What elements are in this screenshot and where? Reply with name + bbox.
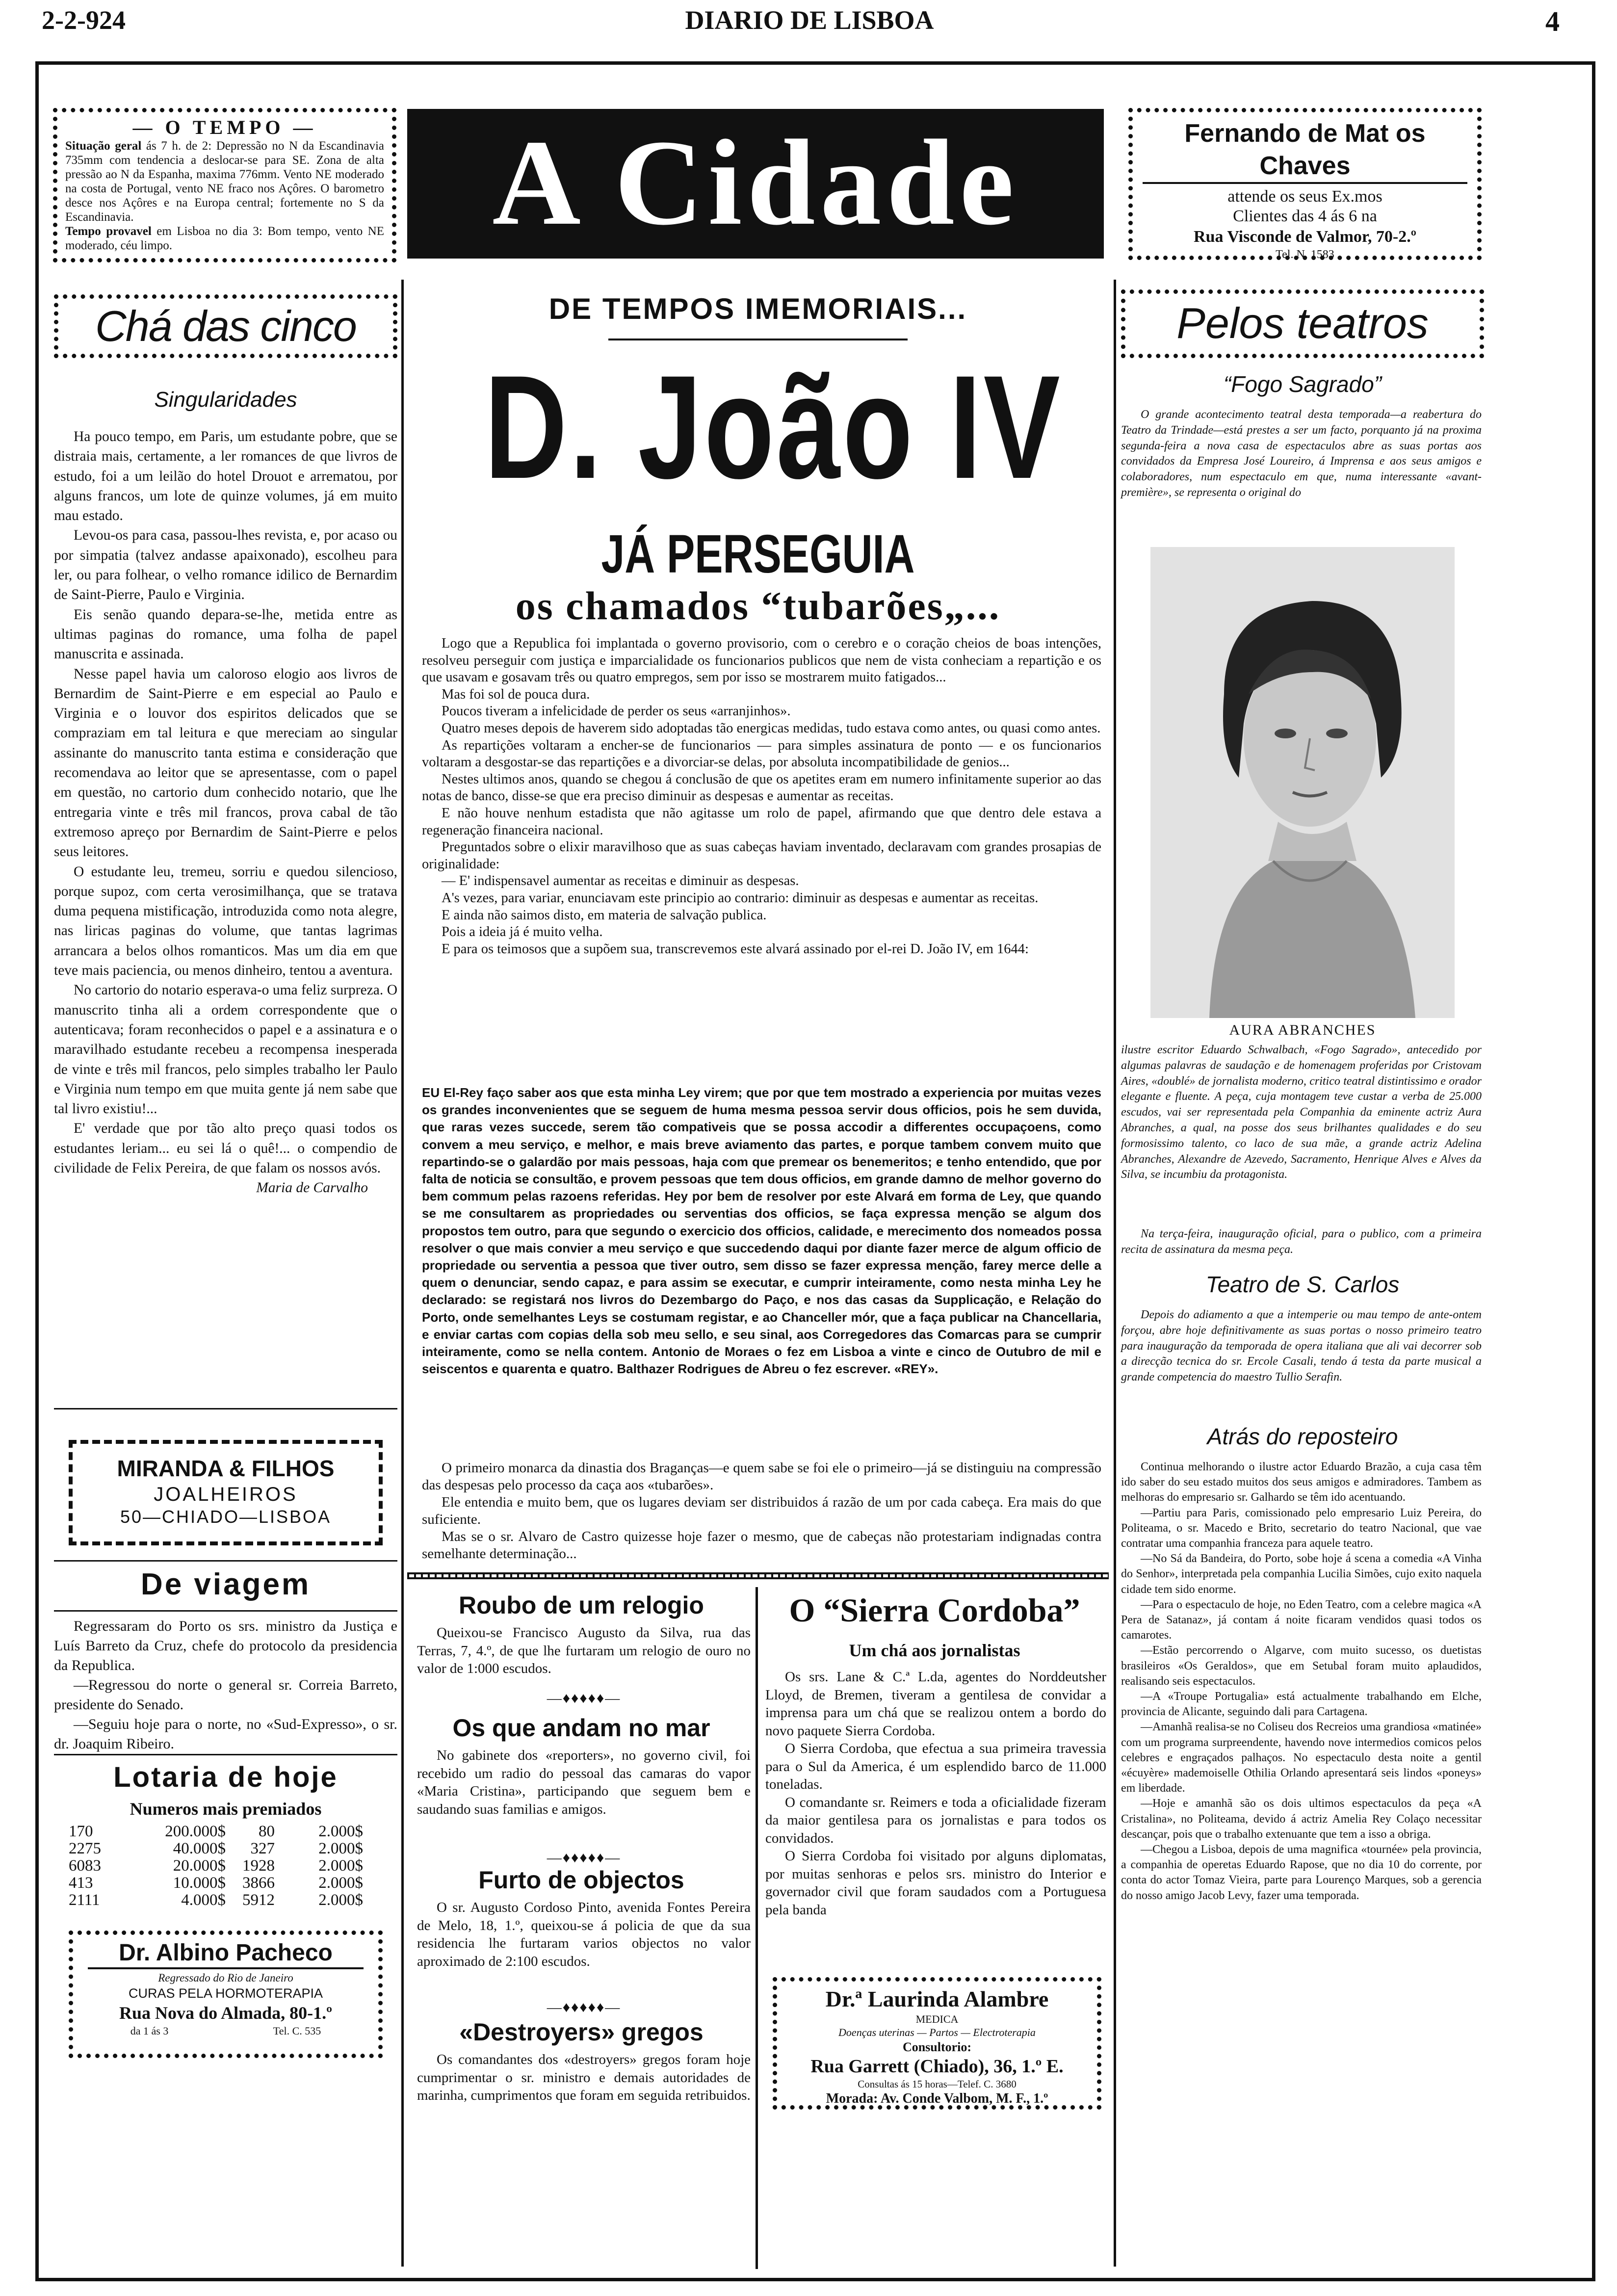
issue-date: 2-2-924: [42, 5, 126, 35]
teatros-header: Pelos teatros: [1176, 299, 1429, 347]
main-paragraph: Logo que a Republica foi implantada o governo provisorio, com o cerebro e o coração cheios de boas intenções, resolveu perseguir com justiça e imparcialidade os funcionarios publicos que nem de vista conheciam a repartição e os que usavam e gosavam três ou quatro empregos, sem por isso se mostrarem muito fatigados...: [422, 636, 1101, 685]
divider: [54, 1754, 397, 1755]
lotaria-number: 170: [69, 1823, 93, 1840]
laurinda-ad: [773, 1977, 1101, 2110]
main-headline-box: [407, 343, 1109, 510]
main-paragraph: As repartições voltaram a encher-se de funcionarios — para simples assinatura de ponto — e os funcionarios voltaram a desgostar-se das repartições e a divorciar-se delas, por absoluta incompatibilidade de genios...: [422, 737, 1101, 770]
mar-text: No gabinete dos «reporters», no governo civil, foi recebido um radio do pessoal das camaras do vapor «Maria Cristina», participando que seguem bem e saudando suas familias e amigos.: [417, 1748, 751, 1817]
albino-ad-footer: [78, 2024, 373, 2038]
lotaria-prize: 200.000$: [165, 1823, 226, 1840]
lotaria-number: 327: [250, 1840, 275, 1857]
doctor-ad-line2: Clientes das 4 ás 6 na: [1233, 207, 1377, 225]
cha-paragraph: No cartorio do notario esperava-o uma feliz surpreza. O manuscrito tinha ali a ordem correspondente que o autenticava; foram reconhecidos o papel e a assinatura e o maravilhado estudante recebeu a recompensa inesperada de vinte e três mil francos, pelo simples trabalho ler Paulo e Virginia num tempo em que muita gente já nem sabe que tal livro existiu!...: [54, 982, 397, 1117]
closing-paragraph: O primeiro monarca da dinastia dos Braganças—e quem sabe se foi ele o primeiro—já se distinguiu na compressão das despesas pelo processo da caça aos «tubarões».: [422, 1460, 1101, 1493]
main-paragraph: Poucos tiveram a infelicidade de perder os seus «arranjinhos».: [442, 704, 791, 719]
divider: [54, 1408, 397, 1409]
lotaria-number: 6083: [69, 1857, 101, 1875]
albino-ad-address: Rua Nova do Almada, 80-1.º: [119, 2003, 332, 2023]
albino-ad-line1: Regressado do Rio de Janeiro: [158, 1972, 293, 1984]
weather-situation-text: ás 7 h. de 2: Depressão no N da Escandinavia 735mm com tendencia a deslocar-se para SE. Zona de alta pressão ao N da Espanha, maxima 776mm. Vento NE moderado na costa de Portugal, vento NE fraco nos Açôres. O barometro desce nos Açôres e na Europa central; fortemente no S da Escandinavia.: [65, 139, 384, 224]
lotaria-row: [69, 1892, 397, 1909]
reposteiro-paragraph: —Para o espectaculo de hoje, no Eden Teatro, com a celebre magica «A Pera de Satanaz», já contam á noite ficaram vendidos quasi todos os camarotes.: [1121, 1598, 1482, 1642]
reposteiro-paragraph: —Partiu para Paris, comissionado pelo empresario Luiz Pereira, do Politeama, o sr. Macedo e Brito, secretario do teatro Nacional, que vae contratar uma companhia franceza para aquele teatro.: [1121, 1506, 1482, 1550]
lotaria-number: 80: [259, 1823, 275, 1840]
destroyers-title: «Destroyers» gregos: [459, 2018, 704, 2046]
doctor-ad: [1128, 108, 1482, 260]
page-number: 4: [1545, 5, 1560, 37]
laurinda-ad-address: Rua Garrett (Chiado), 36, 1.º E.: [810, 2056, 1064, 2077]
roubo-text: Queixou-se Francisco Augusto da Silva, rua das Terras, 7, 4.º, de que lhe furtaram um relogio de ouro no valor de 1:000 escudos.: [417, 1625, 751, 1676]
doctor-ad-line1: attende os seus Ex.mos: [1227, 187, 1382, 206]
weather-forecast: [65, 224, 384, 253]
lotaria-prize: 2.000$: [318, 1823, 363, 1840]
reposteiro-paragraph: —Hoje e amanhã são os dois ultimos espectaculos da peça «A Cristalina», no Politeama, devido á actriz Amelia Rey Colaço necessitar descançar, pois que o trabalho extenuante que tem a isso a obriga.: [1121, 1797, 1482, 1841]
viagem-paragraph: —Seguiu hoje para o norte, no «Sud-Expresso», o sr. dr. Joaquim Ribeiro.: [54, 1716, 397, 1752]
lotaria-prize: 20.000$: [173, 1857, 226, 1875]
main-paragraph: A's vezes, para variar, enunciavam este principio ao contrario: diminuir as despesas e aumentar as receitas.: [442, 890, 1039, 906]
lotaria-number: 2275: [69, 1840, 101, 1857]
reposteiro-paragraph: Continua melhorando o ilustre actor Eduardo Brazão, a cuja casa têm ido saber do seu estado muitos dos seus amigos e admiradores. Tambem as melhoras do empresario sr. Galhardo se têm ido acentuando.: [1121, 1461, 1482, 1504]
actress-portrait-image: [1150, 547, 1455, 1018]
separator: —♦♦♦♦♦—: [547, 1850, 621, 1866]
cha-paragraph: Ha pouco tempo, em Paris, um estudante pobre, que se distraia mais, certamente, a ler romances de que livros de estudo, foi a um leilão do hotel Drouot e arrematou, por alguns francos, um lote de quinze volumes, já em muito mau estado.: [54, 429, 397, 524]
laurinda-ad-hours: Consultas ás 15 horas—Telef. C. 3680: [858, 2078, 1017, 2090]
main-bottom-rule: [407, 1572, 1109, 1579]
cha-paragraph: Nesse papel havia um caloroso elogio aos livros de Bernardim de Saint-Pierre e em especial ao Paulo e Virginia e o louvor dos espiritos delicados que se compraziam em tal leitura e que mereciam ao singular assinante do manuscrito tanta estima e consideração que recomendava ao leitor que se apresentasse, com o papel em questão, no cartorio dum conhecido notario, que lhe entregaria vinte e três mil francos, prova cabal de tão extremoso apreço por Bernardim de Saint-Pierre e pelos seus leitores.: [54, 666, 397, 860]
miranda-ad-name: MIRANDA & FILHOS: [117, 1456, 335, 1481]
lotaria-table: [69, 1823, 397, 1909]
main-paragraph: Nestes ultimos anos, quando se chegou á conclusão de que os apetites eram em numero infinitamente superior ao das notas de banco, disse-se que era preciso diminuir as despesas e aumentar as receitas.: [422, 771, 1101, 804]
sierra-body: [765, 1668, 1106, 1919]
albino-ad: [69, 1931, 383, 2058]
doctor-ad-address: Rua Visconde de Valmor, 70-2.º: [1194, 228, 1416, 246]
closing-paragraph: Ele entendia e muito bem, que os lugares deviam ser distribuidos á razão de um por cada cabeça. Era mais do que suficiente.: [422, 1494, 1101, 1527]
cha-body: [54, 427, 397, 1198]
lotaria-prize: 2.000$: [318, 1840, 363, 1857]
reposteiro-title: Atrás do reposteiro: [1207, 1424, 1398, 1449]
main-paragraph: E não houve nenhum estadista que não agitasse um rolo de papel, afirmando que que dentro dele estava a regeneração financeira nacional.: [422, 805, 1101, 838]
lotaria-subtitle: Numeros mais premiados: [130, 1799, 322, 1819]
main-subhead: JÁ PERSEGUIA: [601, 524, 915, 584]
main-subhead2: os chamados “tubarões„...: [515, 583, 1001, 628]
lotaria-prize: 10.000$: [173, 1874, 226, 1892]
weather-situation: [65, 139, 384, 224]
main-paragraph: Quatro meses depois de haverem sido adoptadas tão energicas medidas, tudo estava como antes, ou quasi como antes.: [442, 720, 1101, 736]
weather-forecast-label: Tempo provavel: [65, 225, 152, 238]
separator: —♦♦♦♦♦—: [547, 1999, 621, 2015]
lotaria-number: 1928: [242, 1857, 275, 1875]
sierra-paragraph: O Sierra Cordoba, que efectua a sua primeira travessia para o Sul da America, é um esplendido barco de 11.000 toneladas.: [765, 1741, 1106, 1792]
lotaria-number: 5912: [242, 1891, 275, 1909]
albino-ad-hours: da 1 ás 3: [130, 2025, 169, 2037]
lotaria-prize: 2.000$: [318, 1874, 363, 1892]
weather-title: — O TEMPO —: [132, 116, 317, 138]
albino-ad-tel: Tel. C. 535: [273, 2025, 321, 2037]
reposteiro-paragraph: —No Sá da Bandeira, do Porto, sobe hoje á scena a comedia «A Vinha do Senhor», interpretada pela companhia Lucilia Simões, cujo exito naquela cidade tem sido enorme.: [1121, 1552, 1482, 1596]
main-paragraph: Pois a ideia já é muito velha.: [442, 924, 603, 940]
main-kicker: DE TEMPOS IMEMORIAIS...: [548, 292, 967, 325]
reposteiro-paragraph: —Chegou a Lisboa, depois de uma magnifica «tournée» pela provincia, a companhia de operetas Eduardo Rapose, que no dia 10 do corrente, por conta do actor Tomaz Vieira, parte para Lourenço Marques, sob a gerencia do nosso amigo Jacob Levy, fazer uma temporada.: [1121, 1843, 1482, 1902]
cha-paragraph: Eis senão quando depara-se-lhe, metida entre as ultimas paginas do romance, uma folha de papel manuscrita e assinada.: [54, 606, 397, 662]
main-paragraph: E para os teimosos que a supõem sua, transcrevemos este alvará assinado por el-rei D. João IV, em 1644:: [442, 941, 1029, 957]
weather-box: [53, 108, 396, 262]
divider: [54, 1560, 397, 1562]
miranda-ad-address: 50—CHIADO—LISBOA: [120, 1507, 332, 1527]
lotaria-number: 2111: [69, 1891, 100, 1909]
weather-situation-label: Situação geral: [65, 139, 142, 153]
cha-subtitle: Singularidades: [154, 388, 297, 412]
main-paragraph: E ainda não saimos disto, em materia de salvação publica.: [442, 907, 767, 923]
lotaria-prize: 2.000$: [318, 1891, 363, 1909]
newspaper-name: DIARIO DE LISBOA: [685, 5, 934, 35]
cha-paragraph: Levou-os para casa, passou-lhes revista, e, por acaso ou por simpatia (talvez andasse apaixonado), escolheu para ler, ou para folhear, o velho romance idilico de Bernardim de Saint-Pierre, Paulo e Virginia.: [54, 527, 397, 603]
main-body: [422, 635, 1101, 958]
sierra-paragraph: O comandante sr. Reimers e toda a oficialidade fizeram da maior gentilesa para os jornalistas e para todos os convidados.: [765, 1794, 1106, 1846]
lotaria-number: 413: [69, 1874, 93, 1892]
laurinda-ad-title: MEDICA: [915, 2013, 959, 2025]
miranda-ad: [69, 1440, 383, 1545]
furto-title: Furto de objectos: [478, 1866, 684, 1894]
lotaria-row: [69, 1840, 397, 1857]
fogo-text2: ilustre escritor Eduardo Schwalbach, «Fogo Sagrado», antecedido por algumas palavras de saudação e de homenagem proferidas por Cristovam Aires, «doublé» de jornalista moderno, critico teatral distintissimo e orador elegante e fluente. A peça, cuja montagem teve custar a verba de 25.000 escudos, vai ser representada pela Companhia da eminente actriz Aura Abranches, a qual, na posse dos seus brilhantes qualidades e do seu formosissimo talento, co laco de sua mãe, a grande actriz Adelina Abranches, Alexandre de Azevedo, Sacramento, Henrique Alves e Alves da Silva, se incumbiu da protagonista.: [1121, 1044, 1482, 1181]
main-paragraph: Preguntados sobre o elixir maravilhoso que as suas cabeças haviam inventado, declaravam com grandes prosapias de originalidade:: [422, 839, 1101, 872]
fogo-text: O grande acontecimento teatral desta temporada—a reabertura do Teatro da Trindade—está prestes a ser um facto, porquanto já na proxima segunda-feira a nova casa de espectaculos abre as suas portas aos convidados da Empresa José Loureiro, á Imprensa e aos seus amigos e colaboradores, num espectaculo em que, numa interessante «avant-première», se representa o original do: [1121, 408, 1482, 499]
scarlos-text: Depois do adiamento a que a intemperie ou mau tempo de ante-ontem forçou, abre hoje definitivamente as suas portas o nosso primeiro teatro para inauguração da temporada de opera italiana que ali vai decorrer sob a direcção tecnica do sr. Ercole Casali, tendo á testa da parte musical a grande competencia do maestro Tullio Serafin.: [1121, 1308, 1482, 1384]
reposteiro-paragraph: —Estão percorrendo o Algarve, com muito sucesso, os duetistas brasileiros «Os Geraldos», que em Setubal foram muito aplaudidos, realisando seis espectaculos.: [1121, 1644, 1482, 1688]
separator: —♦♦♦♦♦—: [547, 1690, 621, 1706]
main-headline: D. João IV: [484, 344, 1063, 509]
cha-paragraph: O estudante leu, tremeu, sorriu e quedou silencioso, porque supoz, com certa verosimilhança, que se tratava duma pequena mistificação, introduzida como nota alegre, nas liricas paginas do volume, que tantas lagrimas arrancara a belos olhos romanticos. Mas um dia em que teve mais paciencia, ou menos dinheiro, tentou a aventura.: [54, 863, 397, 979]
albino-ad-name: Dr. Albino Pacheco: [88, 1939, 364, 1969]
sierra-paragraph: Os srs. Lane & C.ª L.da, agentes do Norddeutsher Lloyd, de Bremen, tiveram a gentilesa de convidar a imprensa para um chá que se realizou ontem a bordo do novo paquete Sierra Cordoba.: [765, 1669, 1106, 1739]
viagem-paragraph: Regressaram do Porto os srs. ministro da Justiça e Luís Barreto da Cruz, chefe do protocolo da presidencia da Republica.: [54, 1618, 397, 1673]
photo-caption: AURA ABRANCHES: [1229, 1022, 1376, 1038]
viagem-title: De viagem: [140, 1567, 311, 1601]
kicker-rule: [608, 339, 908, 340]
doctor-ad-tel: Tel. N. 1583: [1276, 248, 1334, 261]
weather-forecast-text: em Lisboa no dia 3: Bom tempo, vento NE moderado, céu limpo.: [65, 225, 385, 252]
destroyers-text: Os comandantes dos «destroyers» gregos foram hoje cumprimentar o sr. ministro e demais autoridades de marinha, cumprimentos que foram em seguida retribuidos.: [417, 2052, 751, 2103]
cha-signature: Maria de Carvalho: [256, 1180, 368, 1196]
lotaria-row: [69, 1823, 397, 1840]
laurinda-ad-home: Morada: Av. Conde Valbom, M. F., 1.º: [826, 2091, 1048, 2106]
main-paragraph: Mas foi sol de pouca dura.: [442, 686, 590, 702]
lotaria-prize: 4.000$: [181, 1891, 226, 1909]
viagem-body: [54, 1617, 397, 1754]
roubo-title: Roubo de um relogio: [459, 1592, 704, 1619]
actress-photo: [1150, 547, 1455, 1018]
column-rule: [756, 1587, 758, 2269]
fogo-text3: Na terça-feira, inauguração oficial, para o publico, com a primeira recita de assinatura da mesma peça.: [1121, 1227, 1482, 1256]
reposteiro-paragraph: —A «Troupe Portugalia» está actualmente trabalhando em Elche, provincia de Alicante, seguindo dali para Cartagena.: [1121, 1690, 1482, 1719]
column-rule: [1114, 280, 1116, 2267]
sierra-title: O “Sierra Cordoba”: [789, 1592, 1080, 1629]
teatros-header-box: [1121, 289, 1484, 358]
main-subhead-box: [407, 525, 1109, 584]
viagem-paragraph: —Regressou do norte o general sr. Correia Barreto, presidente do Senado.: [54, 1677, 397, 1713]
lotaria-prize: 2.000$: [318, 1857, 363, 1875]
cha-header-box: [54, 294, 397, 358]
doctor-ad-name: Fernando de Mat os Chaves: [1143, 117, 1467, 184]
laurinda-ad-name: Dr.ª Laurinda Alambre: [825, 1986, 1049, 2011]
fogo-title: “Fogo Sagrado”: [1223, 371, 1382, 397]
mar-title: Os que andam no mar: [452, 1714, 710, 1742]
closing-paragraph: Mas se o sr. Alvaro de Castro quizesse hoje fazer o mesmo, que de cabeças não protestariam indignadas contra semelhante determinação...: [422, 1529, 1101, 1562]
lotaria-row: [69, 1857, 397, 1875]
column-rule: [401, 280, 404, 2267]
divider: [54, 1610, 397, 1612]
main-closing: [422, 1460, 1101, 1563]
laurinda-ad-specialties: Doenças uterinas — Partos — Electroterapia: [838, 2026, 1036, 2038]
laurinda-ad-consult-label: Consultorio:: [902, 2040, 972, 2054]
furto-text: O sr. Augusto Cordoso Pinto, avenida Fontes Pereira de Melo, 18, 1.º, queixou-se á policia de que da sua residencia lhe furtaram varios objectos no valor aproximado de 2:100 escudos.: [417, 1900, 751, 1969]
cha-header: Chá das cinco: [95, 302, 356, 350]
lotaria-title: Lotaria de hoje: [113, 1761, 338, 1793]
page-header: [0, 5, 1617, 39]
sierra-paragraph: O Sierra Cordoba foi visitado por alguns diplomatas, por muitas senhoras e pelos srs. ministro do Interior e governador civil que foram saudados com a Portuguesa pela banda: [765, 1848, 1106, 1918]
cha-paragraph: E' verdade que por tão alto preço quasi todos os estudantes leriam... eu sei lá o quê!... o compendio de civilidade de Felix Pereira, de que falam os nossos avós.: [54, 1121, 397, 1176]
section-title: A Cidade: [492, 115, 1019, 251]
section-banner: [407, 109, 1104, 259]
lotaria-row: [69, 1875, 397, 1892]
scarlos-title: Teatro de S. Carlos: [1205, 1272, 1400, 1297]
sierra-subtitle: Um chá aos jornalistas: [849, 1641, 1020, 1660]
lotaria-prize: 40.000$: [173, 1840, 226, 1857]
reposteiro-paragraph: —Amanhã realisa-se no Coliseu dos Recreios uma grandiosa «matinée» com um programa surpreendente, havendo nove intermedios comicos pelos celebres e engraçados palhaços. No espectaculo desta noite a gentil «écuyère» mademoiselle Othilia Orlando apresentará seis lindos «poneys» em liberdade.: [1121, 1721, 1482, 1795]
lotaria-number: 3866: [242, 1874, 275, 1892]
reposteiro-body: [1121, 1460, 1482, 1904]
miranda-ad-trade: JOALHEIROS: [154, 1484, 298, 1505]
main-paragraph: — E' indispensavel aumentar as receitas e diminuir as despesas.: [442, 873, 799, 889]
albino-ad-line2: CURAS PELA HORMOTERAPIA: [128, 1986, 323, 2001]
main-alvara: EU El-Rey faço saber aos que esta minha Ley virem; que por que tem mostrado a experiencia por muitas vezes os grandes inconvenientes que se seguem de huma mesma pessoa servir dous officios, pois he sem duvida, que raras vezes succede, serem tão compativeis que se possa accodir a differentes occupaçoens, como convem a meu serviço, e melhor, e mais breve aviamento das partes, e porque tambem convem muito que repartindo-se o galardão por mais pessoas, haja com que premear os benemeritos; e tenho entendido, que por falta de noticia se consultão, e provem pessoas que tem dous officios, em grande damno de melhor governo do bem commum pelas razoens referidas. Hey por bem de resolver por este Alvará em forma de Ley, que quando se me consultarem as propriedades ou serventias dos officios, se faça expressa menção se algum dos propostos tem outro, para que segundo o exercicio dos officios, calidade, e merecimento dos nomeados possa resolver o que mais convier a meu serviço e que succedendo daqui por diante fazer merce de algum officio de propriedade ou serventia a pessoa que tiver outro, sem disso se fazer expressa menção, farey merce delle a quem o denunciar, sendo capaz, e para assim se executar, e cumprir inteiramente, como nesta minha Ley he declarado: se registará nos livros do Dezembargo do Paço, e nos das casas da Supplicação, e Relação do Porto, onde semelhantes Leys se costumam registar, e ao Chanceller mór, que a faça publicar na Chancellaria, e enviar cartas com copias della sob meu sello, e seu sinal, aos Corregedores das Comarcas para se cumprir inteiramente, como se nella contem. Antonio de Moraes o fez em Lisboa a vinte e cinco de Outubro de mil e seiscentos e quarenta e quatro. Balthazer Rodrigues de Abreu o fez escrever. «REY».: [422, 1085, 1101, 1377]
